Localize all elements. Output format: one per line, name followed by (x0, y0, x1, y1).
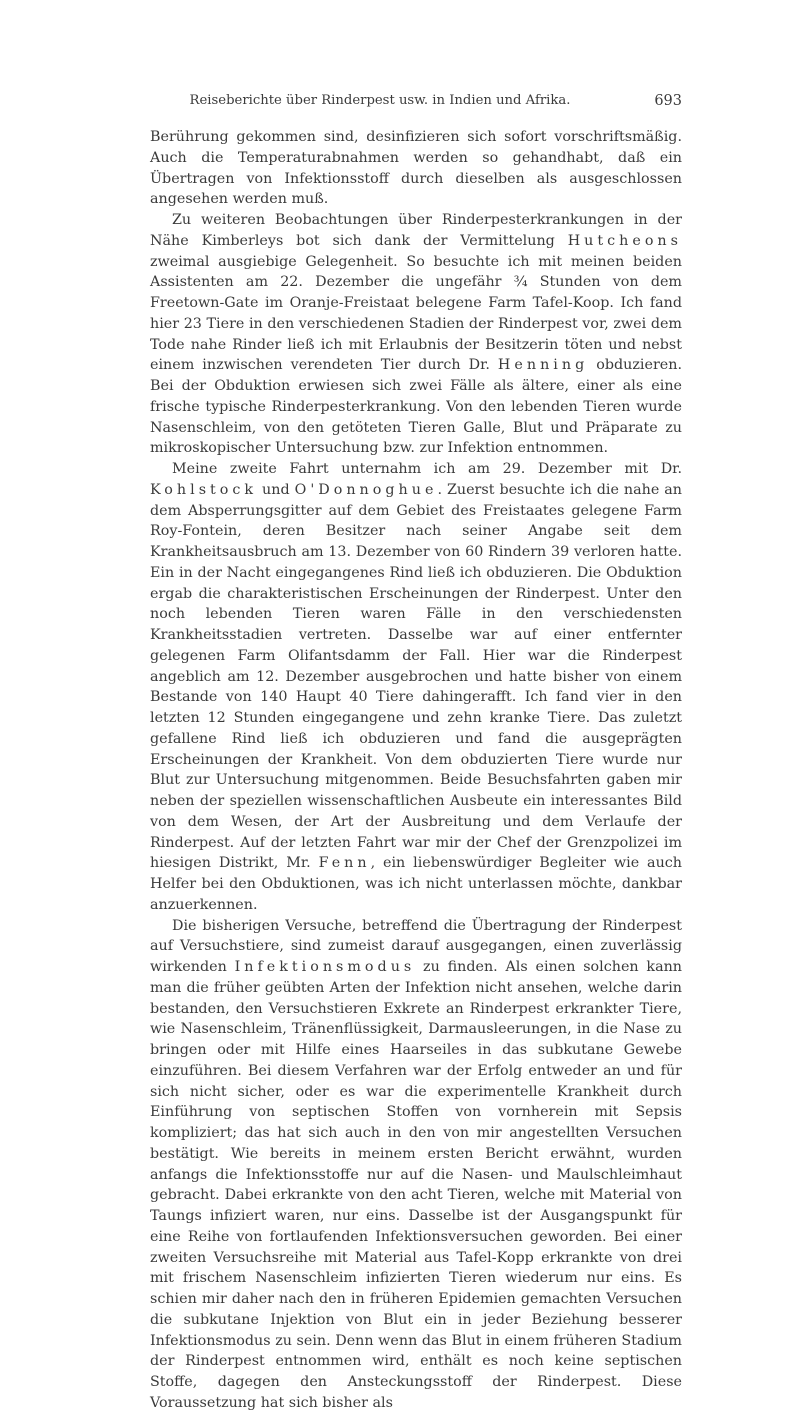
text-run: Meine zweite Fahrt unternahm ich am 29. Dezember mit Dr. (172, 461, 682, 477)
text-run: obduzieren. Bei der Obduktion erwiesen sich zwei Fälle als ältere, einer als eine frische typische Rinderpesterkrankung. Von den lebenden Tieren wurde Nasenschleim, von den getöteten Tieren Galle, Blut und Präparate zu mikroskopischer Untersuchung bzw. zur Infektion entnommen. (150, 357, 682, 457)
spaced-name: O'Donnoghue (294, 481, 438, 498)
page-number: 693 (654, 93, 682, 109)
body-text (150, 127, 682, 1414)
spaced-name: Kohlstock (150, 481, 258, 498)
paragraph-2 (150, 210, 682, 459)
spaced-name: Hutcheons (567, 232, 682, 249)
text-run: und (257, 481, 295, 498)
text-run: zweimal ausgiebige Gelegenheit. So besuchte ich mit meinen beiden Assistenten am 22. Dezember die ungefähr ¾ Stunden von dem Freetown-Gate im Oranje-Freistaat belegene Farm Tafel-Koop. Ich fand hier 23 Tiere in den verschiedenen Stadien der Rinderpest vor, zwei dem Tode nahe Rinder ließ ich mit Erlaubnis der Besitzerin töten und nebst einem inzwischen verendeten Tier durch Dr. (150, 253, 682, 374)
running-header (150, 90, 682, 112)
spaced-name: Fenn (318, 855, 371, 872)
text-run: Berührung gekommen sind, desinfizieren sich sofort vorschriftsmäßig. Auch die Temperaturabnahmen werden so gehandhabt, daß ein Übertragen von Infektionsstoff durch dieselben als ausgeschlossen angesehen werden muß. (150, 129, 682, 208)
text-run: . Zuerst besuchte ich die nahe an dem Absperrungsgitter auf dem Gebiet des Freistaates gelegene Farm Roy-Fontein, deren Besitzer nach seiner Angabe seit dem Krankheitsausbruch am 13. Dezember von 60 Rindern 39 verloren hatte. Ein in der Nacht eingegangenes Rind ließ ich obduzieren. Die Obduktion ergab die charakteristischen Erscheinungen der Rinderpest. Unter den noch lebenden Tieren waren Fälle in den verschiedensten Krankheitsstadien vertreten. Dasselbe war auf einer entfernter gelegenen Farm Olifantsdamm der Fall. Hier war die Rinderpest angeblich am 12. Dezember ausgebrochen und hatte bisher von einem Bestande von 140 Haupt 40 Tiere dahingerafft. Ich fand vier in den letzten 12 Stunden eingegangene und zehn kranke Tiere. Das zuletzt gefallene Rind ließ ich obduzieren und fand die ausgeprägten Erscheinungen der Krankheit. Von dem obduzierten Tiere wurde nur Blut zur Untersuchung mitgenommen. Beide Besuchsfahrten gaben mir neben der speziellen wissenschaftlichen Ausbeute ein interessantes Bild von dem Wesen, der Art der Ausbreitung und dem Verlaufe der Rinderpest. Auf der letzten Fahrt war mir der Chef der Grenzpolizei im hiesigen Distrikt, Mr. (150, 481, 682, 872)
paragraph-3 (150, 459, 682, 916)
text-run: Zu weiteren Beobachtungen über Rinderpesterkrankungen in der Nähe Kimberleys bot sich dank der Vermittelung (150, 212, 682, 249)
spaced-name: Henning (497, 357, 589, 374)
running-title: Reiseberichte über Rinderpest usw. in Indien und Afrika. (189, 93, 571, 108)
text-run: , ein liebenswürdiger Begleiter wie auch Helfer bei den Obduktionen, was ich nicht unterlassen möchte, dankbar anzuerkennen. (150, 855, 682, 913)
text-run: Die bisherigen Versuche, betreffend die Übertragung der Rinderpest auf Versuchstiere, sind zumeist darauf ausgegangen, einen zuverlässig wirkenden (150, 917, 682, 975)
spaced-name: Infektionsmodus (234, 959, 416, 975)
paragraph-4 (150, 916, 682, 1414)
text-run: zu finden. Als einen solchen kann man die früher geübten Arten der Infektion nicht ansehen, welche darin bestanden, den Versuchstieren Exkrete an Rinderpest erkrankter Tiere, wie Nasenschleim, Tränenflüssigkeit, Darmausleerungen, in die Nase zu bringen oder mit Hilfe eines Haarseiles in das subkutane Gewebe einzuführen. Bei diesem Verfahren war der Erfolg entweder an und für sich nicht sicher, oder es war die experimentelle Krankheit durch Einführung von septischen Stoffen von vornherein mit Sepsis kompliziert; das hat sich auch in den von mir angestellten Versuchen bestätigt. Wie bereits in meinem ersten Bericht erwähnt, wurden anfangs die Infektionsstoffe nur auf die Nasen- und Maulschleimhaut gebracht. Dabei erkrankte von den acht Tieren, welche mit Material von Taungs infiziert waren, nur eins. Dasselbe ist der Ausgangspunkt für eine Reihe von fortlaufenden Infektionsversuchen geworden. Bei einer zweiten Versuchsreihe mit Material aus Tafel-Kopp erkrankte von drei mit frischem Nasenschleim infizierten Tieren wiederum nur eins. Es schien mir daher nach den in früheren Epidemien gemachten Versuchen die subkutane Injektion von Blut ein in jeder Beziehung besserer Infektionsmodus zu sein. Denn wenn das Blut in einem früheren Stadium der Rinderpest entnommen wird, enthält es noch keine septischen Stoffe, dagegen den Ansteckungsstoff der Rinderpest. Diese Voraussetzung hat sich bisher als (150, 959, 683, 1411)
paragraph-1 (150, 127, 682, 210)
